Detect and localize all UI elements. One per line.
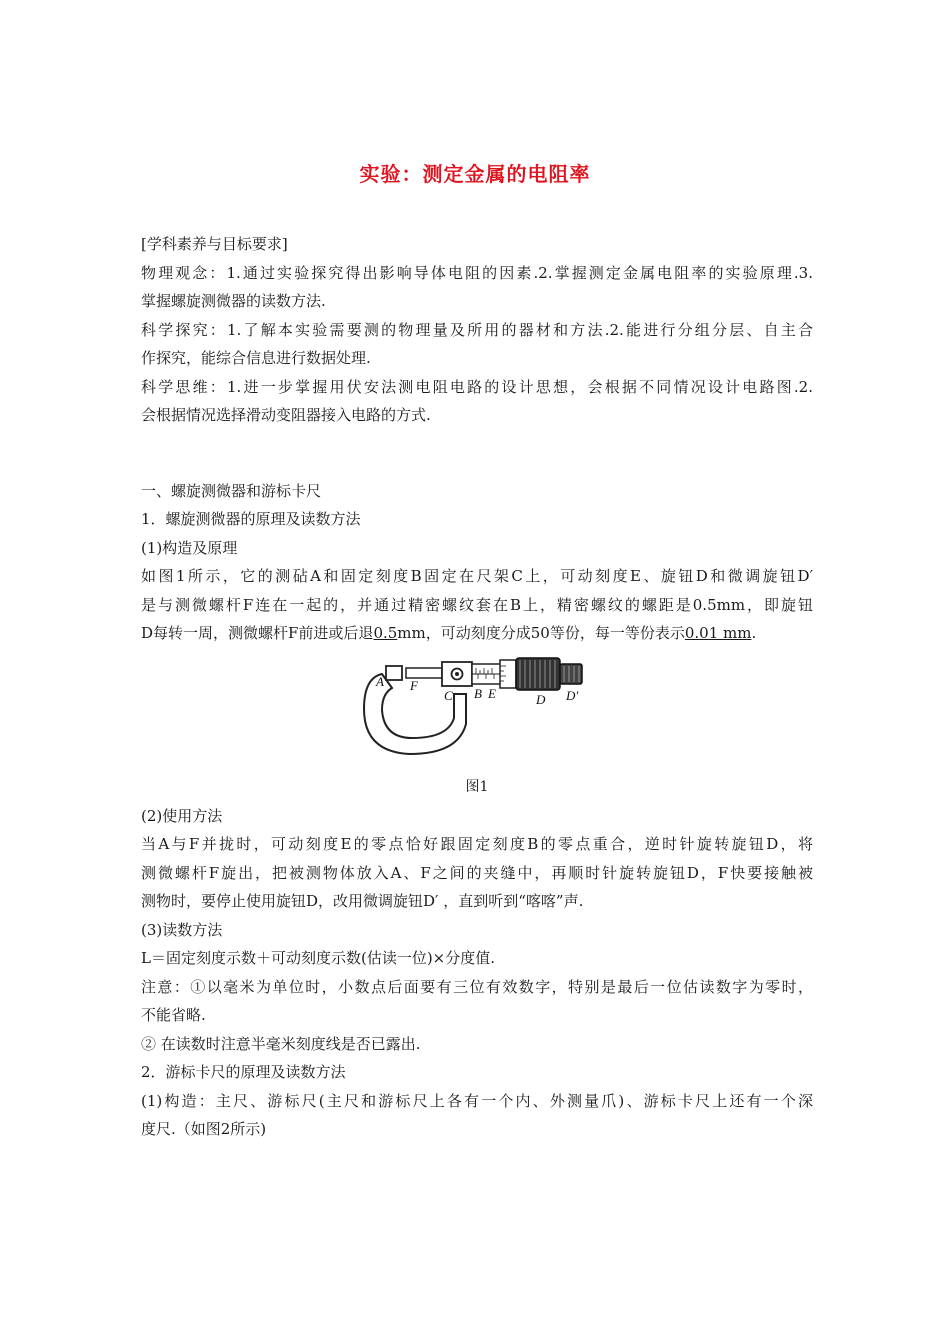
micrometer-figure (141, 654, 813, 772)
paragraph-line: 是与测微螺杆F连在一起的，并通过精密螺纹套在B上，精密螺纹的螺距是0.5mm，即旋钮 (141, 595, 813, 614)
paragraph-line: 测物时，要停止使用旋钮D，改用微调旋钮D′ ，直到听到“喀喀”声. (141, 892, 584, 910)
blank-answer: 0.01 mm (684, 624, 752, 642)
page-title: 实验：测定金属的电阻率 (359, 162, 591, 186)
label-E: E (488, 685, 496, 701)
text-segment: D每转一周，测微螺杆F前进或后退 (141, 624, 374, 642)
paragraph-line (141, 619, 813, 648)
paragraph-line: 如图1所示，它的测砧A和固定刻度B固定在尺架C上，可动刻度E、旋钮D和微调旋钮D′ (141, 567, 813, 585)
label-B: B (474, 685, 482, 701)
subsection-item-heading: (2)使用方法 (141, 806, 223, 825)
text-segment: . (751, 624, 757, 642)
paragraph-line: 测微螺杆F旋出，把被测物体放入A、F之间的夹缝中，再顺时针旋转旋钮D，F快要接触被 (141, 863, 813, 882)
paragraph-line: 会根据情况选择滑动变阻器接入电路的方式. (141, 406, 431, 424)
paragraph-line: 注意：①以毫米为单位时，小数点后面要有三位有效数字，特别是最后一位估读数字为零时， (141, 977, 813, 996)
document-body (141, 230, 813, 1144)
paragraph-line: 物理观念：1.通过实验探究得出影响导体电阻的因素.2.掌握测定金属电阻率的实验原理.3. (141, 263, 813, 282)
formula-line: L＝固定刻度示数＋可动刻度示数(估读一位)×分度值. (141, 949, 496, 967)
paragraph-line: ② 在读数时注意半毫米刻度线是否已露出. (141, 1034, 421, 1053)
label-D: D (536, 691, 546, 707)
paragraph-line: (1)构造：主尺、游标尺(主尺和游标尺上各有一个内、外测量爪)、游标卡尺上还有一个深 (141, 1091, 813, 1110)
label-A: A (376, 673, 384, 689)
section-gap (141, 430, 813, 477)
subsection-item-heading: (3)读数方法 (141, 920, 223, 939)
label-C: C (444, 687, 453, 703)
paragraph-line: 科学探究：1.了解本实验需要测的物理量及所用的器材和方法.2.能进行分组分层、自主合 (141, 320, 813, 339)
section-header-goals: [学科素养与目标要求] (141, 235, 288, 253)
section-heading: 一、螺旋测微器和游标卡尺 (141, 481, 322, 500)
subsection-heading: 1．螺旋测微器的原理及读数方法 (141, 510, 361, 528)
blank-answer: 0.5 (373, 624, 398, 642)
paragraph-line: 当A与F并拢时，可动刻度E的零点恰好跟固定刻度B的零点重合，逆时针旋转旋钮D，将 (141, 835, 813, 853)
micrometer-illustration (360, 654, 596, 764)
text-segment: mm，可动刻度分成50等份，每一等份表示 (397, 624, 685, 642)
subsection-item-heading: (1)构造及原理 (141, 538, 238, 557)
label-D-prime: D′ (566, 687, 579, 703)
subsection-heading: 2．游标卡尺的原理及读数方法 (141, 1063, 346, 1081)
figure-caption: 图1 (465, 778, 489, 795)
label-F: F (410, 677, 418, 693)
paragraph-line: 科学思维：1.进一步掌握用伏安法测电阻电路的设计思想，会根据不同情况设计电路图.2. (141, 377, 813, 396)
paragraph-line: 不能省略. (141, 1006, 206, 1024)
paragraph-line: 度尺.（如图2所示) (141, 1120, 267, 1138)
paragraph-line: 作探究，能综合信息进行数据处理. (141, 349, 371, 367)
paragraph-line: 掌握螺旋测微器的读数方法. (141, 292, 326, 310)
